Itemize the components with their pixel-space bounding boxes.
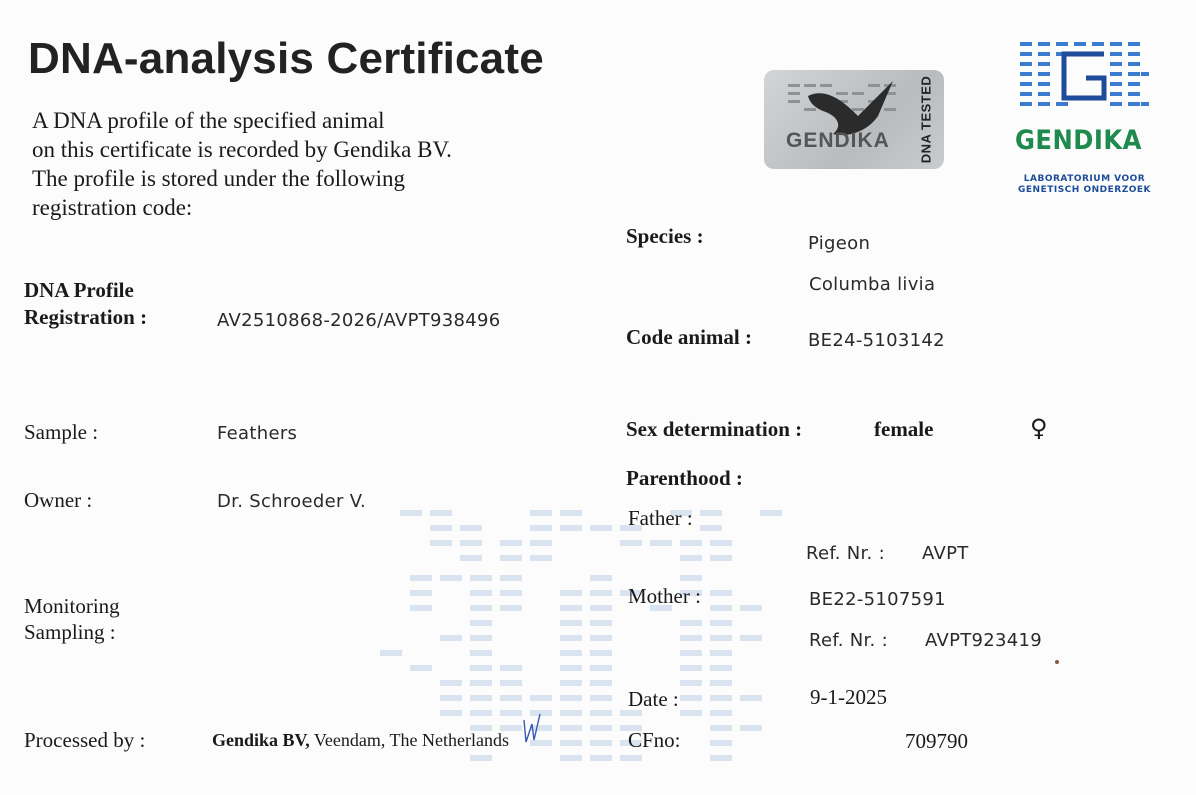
intro-line: A DNA profile of the specified animal <box>32 108 385 133</box>
species-label: Species : <box>626 224 704 248</box>
processed-by-label: Processed by : <box>24 728 146 752</box>
father-ref-label: Ref. Nr. : <box>806 543 885 564</box>
processed-company: Gendika BV, <box>212 730 310 750</box>
badge-side-text: DNA TESTED <box>918 75 934 164</box>
intro-text <box>32 106 552 222</box>
female-icon: ♀ <box>1030 414 1048 442</box>
dna-tested-badge <box>764 70 944 169</box>
species-latin: Columba livia <box>809 274 936 295</box>
cfno-label: CFno: <box>628 728 681 752</box>
father-label: Father : <box>628 506 693 530</box>
sampling-label: Sampling : <box>24 620 116 644</box>
ink-dot <box>1055 660 1059 664</box>
registration-value: AV2510868-2026/AVPT938496 <box>217 310 501 331</box>
signature-mark <box>520 712 546 746</box>
code-animal-label: Code animal : <box>626 325 752 349</box>
date-value: 9-1-2025 <box>810 685 887 709</box>
mother-value: BE22-5107591 <box>809 589 946 610</box>
badge-brand: GENDIKA <box>786 129 890 152</box>
species-value: Pigeon <box>808 233 871 254</box>
sample-value: Feathers <box>217 423 298 444</box>
monitoring-label: Monitoring <box>24 594 120 618</box>
sex-value: female <box>874 417 934 441</box>
cfno-value: 709790 <box>905 729 968 753</box>
processed-location: Veendam, The Netherlands <box>309 730 509 750</box>
mother-ref-label: Ref. Nr. : <box>809 630 888 651</box>
dna-profile-label: DNA Profile <box>24 278 134 302</box>
sample-label: Sample : <box>24 420 99 444</box>
gendika-logo-icon <box>1016 40 1152 120</box>
code-animal-value: BE24-5103142 <box>808 330 945 351</box>
certificate-title: DNA-analysis Certificate <box>28 34 544 83</box>
owner-label: Owner : <box>24 488 93 512</box>
sex-determination-label: Sex determination : <box>626 417 803 441</box>
owner-value: Dr. Schroeder V. <box>217 491 367 512</box>
intro-line: The profile is stored under the following <box>32 166 406 191</box>
parenthood-label: Parenthood : <box>626 466 743 490</box>
gendika-logo-name: GENDIKA <box>1015 125 1142 156</box>
intro-line: on this certificate is recorded by Gendika BV. <box>32 137 452 162</box>
mother-label: Mother : <box>628 584 701 608</box>
gendika-logo-subtitle <box>1018 174 1151 196</box>
date-label: Date : <box>628 687 679 711</box>
intro-line: registration code: <box>32 195 193 220</box>
logo-subtitle-line: GENETISCH ONDERZOEK <box>1018 185 1151 195</box>
registration-label: Registration : <box>24 305 148 329</box>
mother-ref-value: AVPT923419 <box>925 630 1043 651</box>
logo-subtitle-line: LABORATORIUM VOOR <box>1023 174 1146 184</box>
processed-by-value <box>212 730 509 751</box>
badge-pattern-icon <box>778 76 928 136</box>
father-ref-value: AVPT <box>922 543 969 564</box>
